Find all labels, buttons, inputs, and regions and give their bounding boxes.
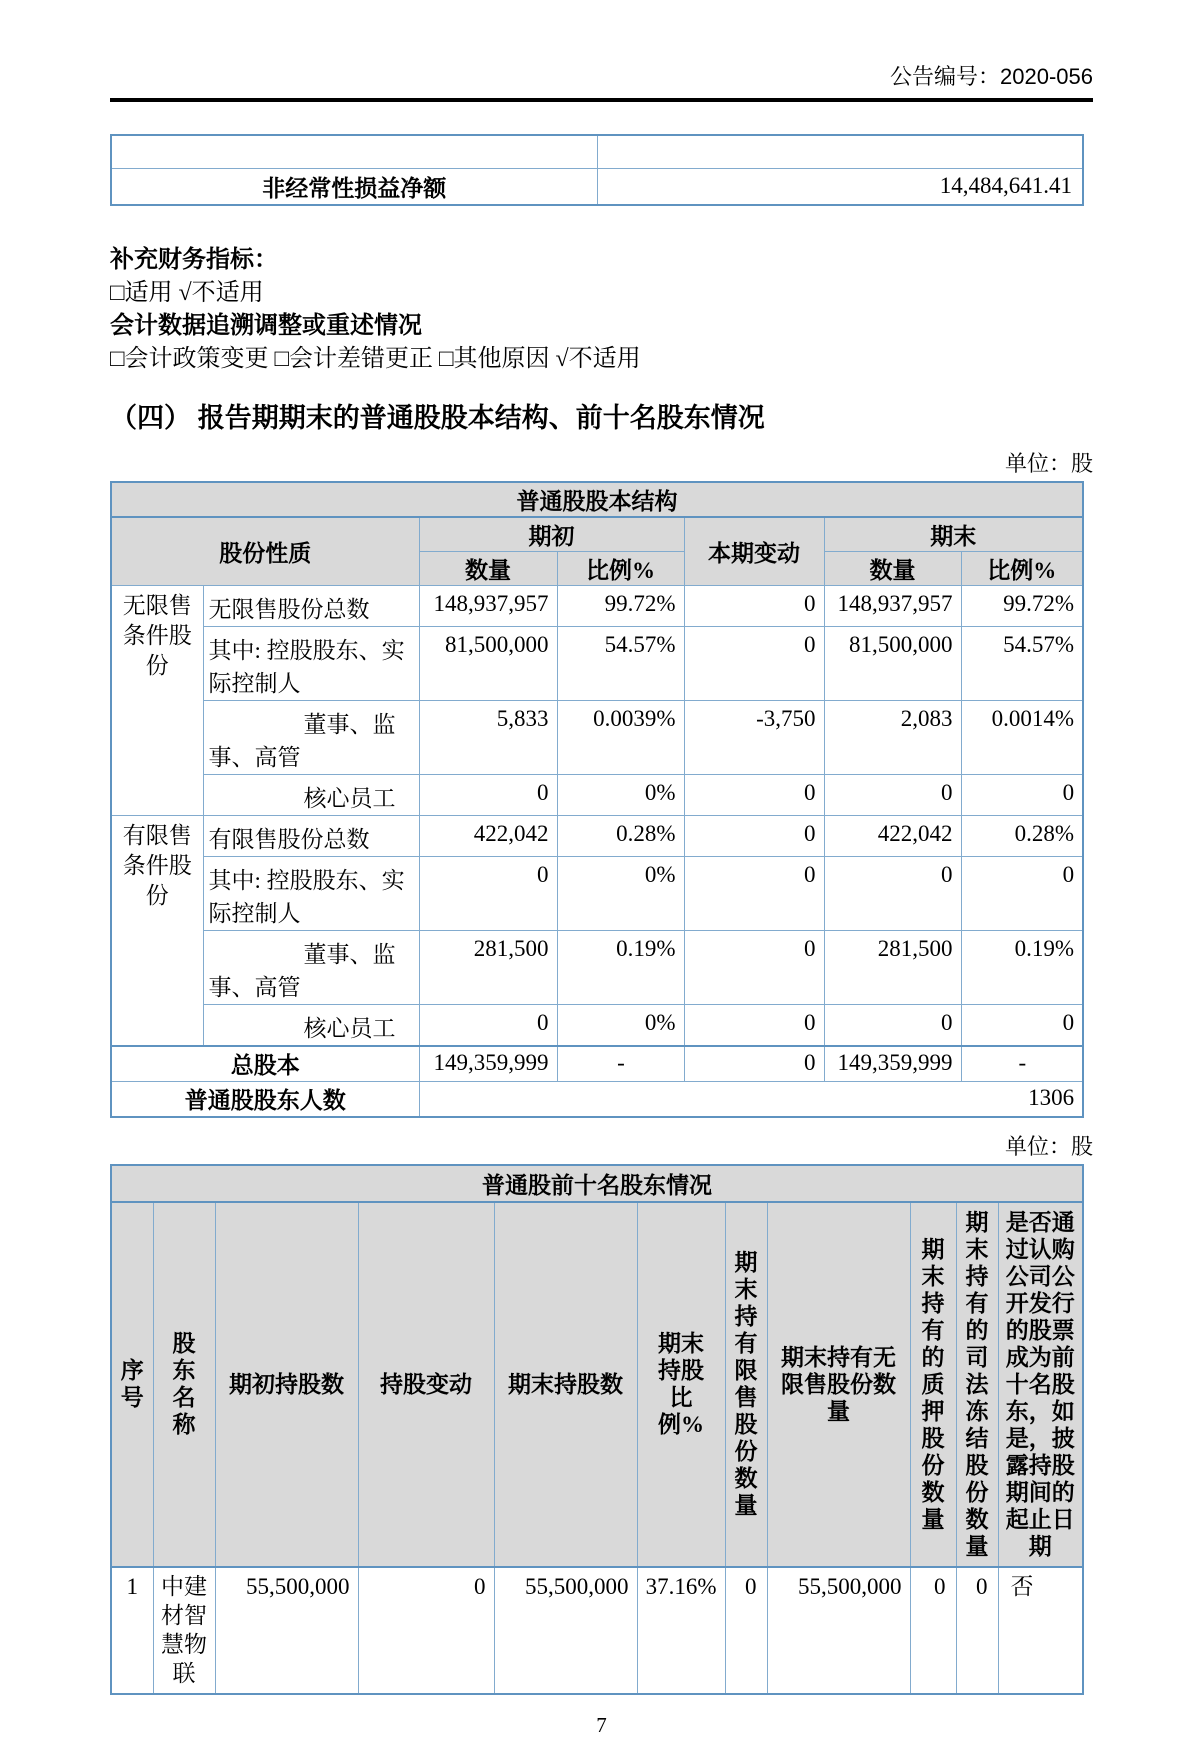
t1-row6-end-ratio: 0.19% xyxy=(961,930,1083,1004)
t2-row1-unrestricted: 55,500,000 xyxy=(767,1567,910,1694)
supplement-title: 补充财务指标： xyxy=(110,246,278,273)
nonrecurring-value: 14,484,641.41 xyxy=(597,168,1083,205)
t1-row2-end-ratio: 0.0014% xyxy=(961,700,1083,774)
t1-row7-end-ratio: 0 xyxy=(961,1004,1083,1046)
t2-row1-change: 0 xyxy=(358,1567,494,1694)
t1-row0-end-ratio: 99.72% xyxy=(961,585,1083,626)
t1-header-begin-qty: 数量 xyxy=(419,551,557,585)
t1-row7-label: 核心员工 xyxy=(203,1004,419,1046)
t1-row4-end-ratio: 0.28% xyxy=(961,815,1083,856)
t1-row1-label: 其中: 控股股东、实际控制人 xyxy=(203,626,419,700)
t1-row5-end-qty: 0 xyxy=(824,856,961,930)
t1-row4-begin-ratio: 0.28% xyxy=(557,815,684,856)
t2-header-change: 持股变动 xyxy=(358,1202,494,1567)
t2-title: 普通股前十名股东情况 xyxy=(111,1165,1083,1202)
t1-row6-end-qty: 281,500 xyxy=(824,930,961,1004)
t1-row7-end-qty: 0 xyxy=(824,1004,961,1046)
t1-total-begin-qty: 149,359,999 xyxy=(419,1046,557,1082)
t2-row1-end-shares: 55,500,000 xyxy=(494,1567,637,1694)
t2-row1-pledged: 0 xyxy=(910,1567,956,1694)
t1-row4-end-qty: 422,042 xyxy=(824,815,961,856)
t1-row6-begin-ratio: 0.19% xyxy=(557,930,684,1004)
page-number: 7 xyxy=(596,1712,607,1737)
doc-number: 公告编号：2020-056 xyxy=(890,64,1093,89)
t1-row3-end-qty: 0 xyxy=(824,774,961,815)
t2-header-frozen: 期末持有的司法冻结股份数量 xyxy=(956,1202,998,1567)
summary-empty-cell-2 xyxy=(597,135,1083,168)
t1-total-begin-ratio: - xyxy=(557,1046,684,1082)
t2-header-name-text: 股东名称 xyxy=(172,1331,196,1437)
supplement-block xyxy=(110,244,1093,376)
t1-row7-change: 0 xyxy=(684,1004,824,1046)
t1-holder-count-row xyxy=(111,1081,1083,1117)
t2-header-unrestricted: 期末持有无限售股份数量 xyxy=(767,1202,910,1567)
t1-row0-begin-ratio: 99.72% xyxy=(557,585,684,626)
t1-row5-change: 0 xyxy=(684,856,824,930)
t1-row2-begin-qty: 5,833 xyxy=(419,700,557,774)
t1-row6-label: 董事、监事、高管 xyxy=(203,930,419,1004)
applicability-options: □适用 √不适用 xyxy=(110,279,264,306)
summary-table xyxy=(110,134,1084,206)
t1-header-nature: 股份性质 xyxy=(111,517,419,586)
t1-header-end-ratio: 比例% xyxy=(961,551,1083,585)
t1-total-end-qty: 149,359,999 xyxy=(824,1046,961,1082)
t1-row3-end-ratio: 0 xyxy=(961,774,1083,815)
nonrecurring-label: 非经常性损益净额 xyxy=(111,168,597,205)
t1-row3-change: 0 xyxy=(684,774,824,815)
t2-header-pledged: 期末持有的质押股份数量 xyxy=(910,1202,956,1567)
t2-header-begin-shares: 期初持股数 xyxy=(215,1202,358,1567)
t1-row0-label: 无限售股份总数 xyxy=(203,585,419,626)
t2-row1-frozen: 0 xyxy=(956,1567,998,1694)
t1-row7-begin-ratio: 0% xyxy=(557,1004,684,1046)
t2-title-row xyxy=(111,1165,1083,1202)
t1-row3-begin-qty: 0 xyxy=(419,774,557,815)
t1-row-unrestricted-controller xyxy=(111,626,1083,700)
t1-row4-begin-qty: 422,042 xyxy=(419,815,557,856)
t1-title: 普通股股本结构 xyxy=(111,482,1083,517)
unit-label-1: 单位：股 xyxy=(1004,450,1093,476)
t1-row-unrestricted-total xyxy=(111,585,1083,626)
t1-total-row xyxy=(111,1046,1083,1082)
t2-header-restricted: 期末持有限售股份数量 xyxy=(725,1202,767,1567)
t1-row-unrestricted-directors xyxy=(111,700,1083,774)
t2-header-name xyxy=(153,1202,215,1567)
t1-row0-change: 0 xyxy=(684,585,824,626)
t1-row2-label: 董事、监事、高管 xyxy=(203,700,419,774)
t1-row-restricted-core xyxy=(111,1004,1083,1046)
t1-row1-end-qty: 81,500,000 xyxy=(824,626,961,700)
t1-holder-count-value: 1306 xyxy=(419,1081,1083,1117)
t1-row4-label: 有限售股份总数 xyxy=(203,815,419,856)
t1-row6-change: 0 xyxy=(684,930,824,1004)
top-holders-table xyxy=(110,1164,1084,1695)
t1-row6-begin-qty: 281,500 xyxy=(419,930,557,1004)
t1-row4-change: 0 xyxy=(684,815,824,856)
t1-row-restricted-controller xyxy=(111,856,1083,930)
section-heading: （四） 报告期期末的普通股股本结构、前十名股东情况 xyxy=(110,402,765,433)
unit-label-2: 单位：股 xyxy=(1004,1133,1093,1159)
t1-header-begin-ratio: 比例% xyxy=(557,551,684,585)
t2-header-end-shares: 期末持股数 xyxy=(494,1202,637,1567)
t1-row5-begin-qty: 0 xyxy=(419,856,557,930)
t1-row7-begin-qty: 0 xyxy=(419,1004,557,1046)
t1-row-unrestricted-core xyxy=(111,774,1083,815)
t1-header-end-qty: 数量 xyxy=(824,551,961,585)
t1-row2-change: -3,750 xyxy=(684,700,824,774)
t2-header-via-ipo: 是否通过认购公司公开发行的股票成为前十名股东，如是，披露持股期间的起止日期 xyxy=(998,1202,1083,1567)
t2-header-ratio xyxy=(637,1202,725,1567)
restatement-title: 会计数据追溯调整或重述情况 xyxy=(110,312,422,339)
t1-row-restricted-directors xyxy=(111,930,1083,1004)
header-rule xyxy=(110,98,1093,102)
t1-total-change: 0 xyxy=(684,1046,824,1082)
t1-row1-begin-ratio: 54.57% xyxy=(557,626,684,700)
t1-header-row-1 xyxy=(111,517,1083,552)
t1-row5-end-ratio: 0 xyxy=(961,856,1083,930)
restatement-options: □会计政策变更 □会计差错更正 □其他原因 √不适用 xyxy=(110,345,641,372)
t2-header-no: 序号 xyxy=(111,1202,153,1567)
t1-row2-begin-ratio: 0.0039% xyxy=(557,700,684,774)
t2-header-ratio-text: 期末持股比例% xyxy=(658,1331,704,1437)
t1-row-restricted-total xyxy=(111,815,1083,856)
t1-title-row xyxy=(111,482,1083,517)
t1-row3-label: 核心员工 xyxy=(203,774,419,815)
t2-header-row xyxy=(111,1202,1083,1567)
t1-row2-end-qty: 2,083 xyxy=(824,700,961,774)
t1-row5-begin-ratio: 0% xyxy=(557,856,684,930)
summary-value-row xyxy=(111,168,1083,205)
t1-row1-end-ratio: 54.57% xyxy=(961,626,1083,700)
t2-row1-begin-shares: 55,500,000 xyxy=(215,1567,358,1694)
summary-empty-cell-1 xyxy=(111,135,597,168)
t1-group-unrestricted: 无限售条件股份 xyxy=(111,585,203,815)
t1-row0-end-qty: 148,937,957 xyxy=(824,585,961,626)
t1-row1-begin-qty: 81,500,000 xyxy=(419,626,557,700)
t1-group-restricted: 有限售条件股份 xyxy=(111,815,203,1046)
t2-row1-name: 中建材智慧物联 xyxy=(153,1567,215,1694)
t1-header-end: 期末 xyxy=(824,517,1083,552)
capital-structure-table xyxy=(110,481,1084,1118)
t1-total-end-ratio: - xyxy=(961,1046,1083,1082)
t1-holder-count-label: 普通股股东人数 xyxy=(111,1081,419,1117)
t1-row3-begin-ratio: 0% xyxy=(557,774,684,815)
t1-header-change: 本期变动 xyxy=(684,517,824,586)
t2-row1-no: 1 xyxy=(111,1567,153,1694)
summary-empty-row xyxy=(111,135,1083,168)
t2-row1-ratio: 37.16% xyxy=(637,1567,725,1694)
t2-row1-restricted: 0 xyxy=(725,1567,767,1694)
t1-row1-change: 0 xyxy=(684,626,824,700)
t1-row0-begin-qty: 148,937,957 xyxy=(419,585,557,626)
t1-total-label: 总股本 xyxy=(111,1046,419,1082)
t1-header-begin: 期初 xyxy=(419,517,684,552)
t2-row1-via-ipo: 否 xyxy=(998,1567,1083,1694)
t2-data-row-1 xyxy=(111,1567,1083,1694)
t1-row5-label: 其中: 控股股东、实际控制人 xyxy=(203,856,419,930)
